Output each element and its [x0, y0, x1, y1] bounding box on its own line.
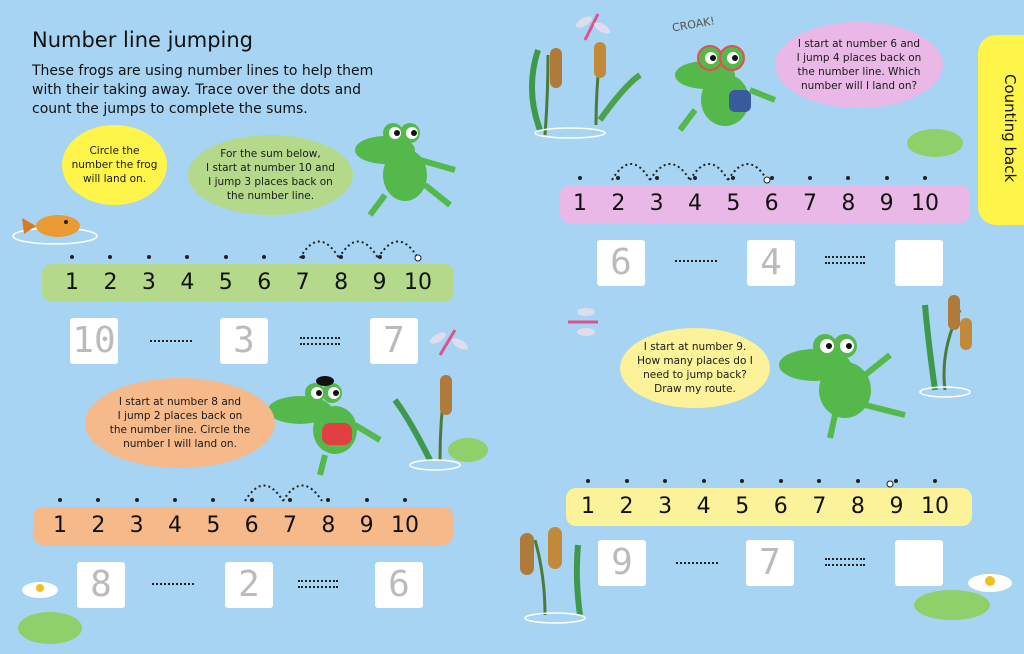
reeds-icon: [520, 527, 585, 623]
number-line-number[interactable]: 6: [773, 494, 788, 519]
minus-sign: [152, 583, 194, 587]
lily-pad-icon: [18, 612, 82, 644]
speech-bubble-circle: Circle the number the frog will land on.: [62, 125, 167, 205]
number-line-number[interactable]: 8: [850, 494, 865, 519]
speech-bubble-sum1: For the sum below, I start at number 10 and I jump 3 places back on the number line.: [188, 135, 353, 215]
tick-dot: [885, 176, 889, 180]
number-line-2: [33, 507, 453, 545]
tick-dot: [933, 479, 937, 483]
reeds-icon: [532, 42, 640, 138]
answer-box[interactable]: 8: [77, 562, 125, 608]
answer-box[interactable]: 7: [746, 540, 794, 586]
number-line-number[interactable]: 3: [658, 494, 673, 519]
water-lily-icon: [22, 582, 58, 598]
tick-dot: [250, 498, 254, 502]
number-line-number[interactable]: 6: [257, 270, 272, 295]
number-line-number[interactable]: 2: [91, 513, 106, 538]
number-line-number[interactable]: 4: [168, 513, 182, 538]
speech-bubble-sum4: I start at number 9. How many places do I need to jump back? Draw my route.: [620, 328, 770, 408]
number-line-number[interactable]: 10: [911, 191, 939, 216]
speech-bubble-sum3: I start at number 6 and I jump 4 places back on the number line. Which number will I land on?: [775, 22, 943, 108]
tick-dot: [808, 176, 812, 180]
number-line-number[interactable]: 10: [921, 494, 949, 519]
page-title: Number line jumping: [32, 28, 254, 52]
answer-box[interactable]: 10: [70, 318, 118, 364]
number-line-number[interactable]: 3: [129, 513, 144, 538]
answer-box[interactable]: 2: [225, 562, 273, 608]
minus-sign: [675, 260, 717, 264]
water-lily-icon: [968, 574, 1012, 592]
number-line-number[interactable]: 7: [803, 191, 817, 216]
tick-dot: [702, 479, 706, 483]
number-line-number[interactable]: 2: [103, 270, 118, 295]
number-line-number[interactable]: 3: [141, 270, 156, 295]
tick-dot: [378, 255, 382, 259]
answer-box[interactable]: [895, 240, 943, 286]
number-line-number[interactable]: 6: [764, 191, 779, 216]
minus-sign: [676, 562, 718, 566]
number-line-number[interactable]: 5: [206, 513, 221, 538]
frog-icon: [270, 375, 390, 475]
speech-bubble-sum2: I start at number 8 and I jump 2 places back on the number line. Circle the number I will land on.: [85, 378, 275, 468]
number-line-number[interactable]: 7: [295, 270, 310, 295]
equals-sign: [825, 558, 865, 566]
tick-dot: [365, 498, 369, 502]
number-line-number[interactable]: 3: [649, 191, 664, 216]
tick-dot: [625, 479, 629, 483]
dragonfly-icon: [428, 330, 470, 355]
number-line-number[interactable]: 1: [581, 494, 595, 519]
frog-icon: [355, 115, 475, 225]
equals-sign: [300, 337, 340, 345]
number-line-number[interactable]: 9: [359, 513, 374, 538]
tick-dot: [770, 176, 774, 180]
number-line-number[interactable]: 10: [391, 513, 419, 538]
number-line-number[interactable]: 5: [726, 191, 741, 216]
tick-dot: [135, 498, 139, 502]
frog-icon: [775, 330, 915, 440]
number-line-number[interactable]: 2: [611, 191, 626, 216]
tick-dot: [147, 255, 151, 259]
croak-label: CROAK!: [671, 14, 716, 35]
lily-pad-icon: [914, 590, 990, 620]
number-line-number[interactable]: 8: [841, 191, 856, 216]
fish-icon: [22, 215, 80, 237]
answer-box[interactable]: 7: [370, 318, 418, 364]
tick-dot: [173, 498, 177, 502]
tick-dot: [923, 176, 927, 180]
answer-box[interactable]: 3: [220, 318, 268, 364]
number-line-number[interactable]: 1: [53, 513, 67, 538]
dragonfly-icon: [574, 14, 612, 40]
answer-box[interactable]: 9: [598, 540, 646, 586]
tick-dot: [578, 176, 582, 180]
number-line-number[interactable]: 7: [283, 513, 297, 538]
reeds-icon: [395, 375, 488, 470]
dragonfly-icon: [568, 308, 598, 336]
number-line-number[interactable]: 8: [334, 270, 349, 295]
lily-pad-icon: [907, 129, 963, 157]
tick-dot: [403, 498, 407, 502]
answer-box[interactable]: 6: [375, 562, 423, 608]
equals-sign: [825, 256, 865, 264]
answer-box[interactable]: 6: [597, 240, 645, 286]
equals-sign: [298, 580, 338, 588]
number-line-number[interactable]: 10: [404, 270, 432, 295]
tick-dot: [655, 176, 659, 180]
tick-dot: [70, 255, 74, 259]
number-line-number[interactable]: 9: [889, 494, 904, 519]
section-tab-label: Counting back: [1001, 73, 1019, 183]
number-line-number[interactable]: 1: [65, 270, 79, 295]
number-line-number[interactable]: 7: [812, 494, 827, 519]
number-line-number[interactable]: 4: [696, 494, 711, 519]
tick-dot: [301, 255, 305, 259]
number-line-number[interactable]: 4: [180, 270, 195, 295]
tick-dot: [288, 498, 292, 502]
number-line-number[interactable]: 4: [688, 191, 702, 216]
number-line-number[interactable]: 1: [573, 191, 587, 216]
tick-dot: [586, 479, 590, 483]
number-line-3: [560, 185, 970, 223]
minus-sign: [150, 340, 192, 344]
number-line-number[interactable]: 5: [735, 494, 750, 519]
tick-dot: [58, 498, 62, 502]
number-line-4: [566, 488, 972, 526]
tick-dot: [416, 255, 420, 259]
tick-dot: [693, 176, 697, 180]
number-line-number[interactable]: 2: [619, 494, 634, 519]
number-line-number[interactable]: 6: [244, 513, 259, 538]
number-line-number[interactable]: 8: [321, 513, 336, 538]
number-line-number[interactable]: 9: [372, 270, 387, 295]
intro-text: These frogs are using number lines to help them with their taking away. Trace over the dots and count the jumps to complete the sums.: [32, 63, 374, 117]
number-line-number[interactable]: 5: [218, 270, 233, 295]
tick-dot: [856, 479, 860, 483]
tick-dot: [224, 255, 228, 259]
frog-icon: [665, 40, 785, 140]
answer-box[interactable]: 4: [747, 240, 795, 286]
answer-box[interactable]: [895, 540, 943, 586]
number-line-1: [42, 264, 454, 302]
tick-dot: [779, 479, 783, 483]
number-line-number[interactable]: 9: [879, 191, 894, 216]
reeds-icon: [920, 295, 972, 397]
